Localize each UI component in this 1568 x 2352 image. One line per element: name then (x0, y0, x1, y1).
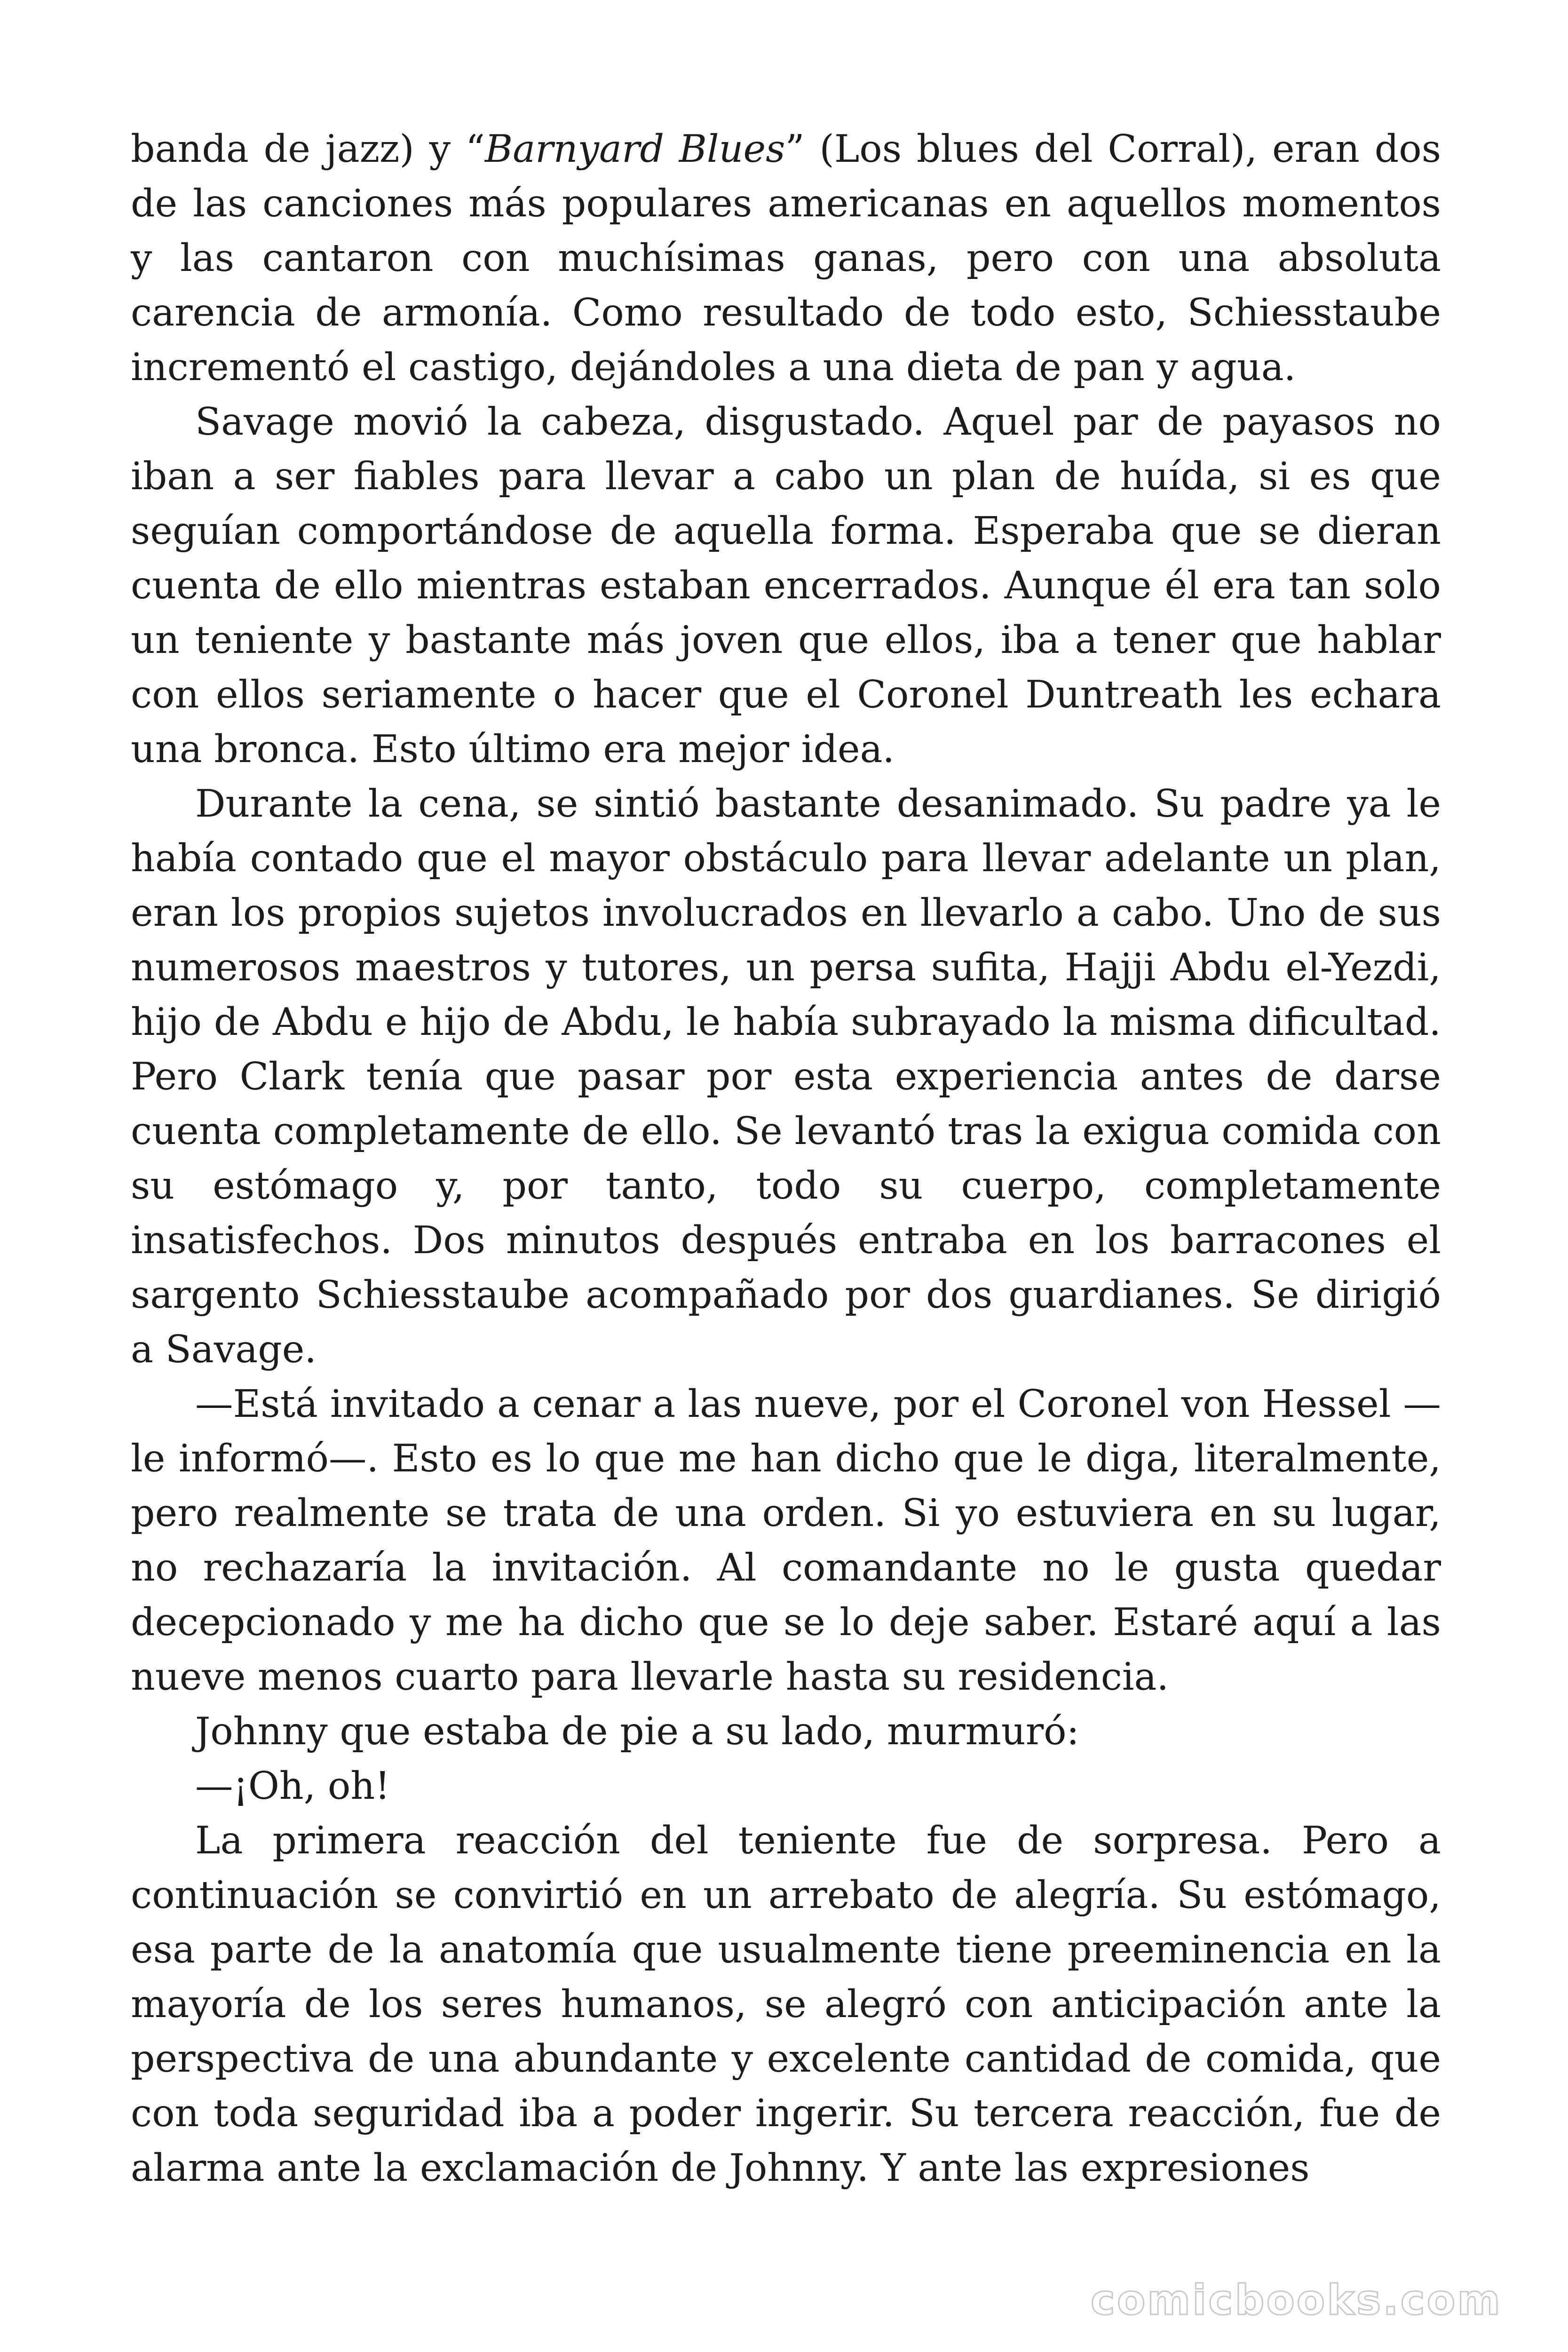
paragraph-2: Savage movió la cabeza, disgustado. Aquel par de payasos no iban a ser fiables para llevar a cabo un plan de huída, si es que seguían comportándose de aquella forma. Esperaba que se dieran cuenta de ello mientras estaban encerrados. Aunque él era tan solo un teniente y bastante más joven que ellos, iba a tener que hablar con ellos seriamente o hacer que el Coronel Duntreath les echara una bronca. Esto último era mejor idea. (131, 399, 1441, 771)
paragraph-6: —¡Oh, oh! (195, 1764, 390, 1808)
paragraph-4: —Está invitado a cenar a las nueve, por el Coronel von Hessel —le informó—. Esto es lo que me han dicho que le diga, literalmente, pero realmente se trata de una orden. Si yo estuviera en su lugar, no rechazaría la invitación. Al comandante no le gusta quedar decepcionado y me ha dicho que se lo deje saber. Estaré aquí a las nueve menos cuarto para llevarle hasta su residencia. (131, 1382, 1441, 1699)
paragraph-5: Johnny que estaba de pie a su lado, murmuró: (195, 1709, 1079, 1753)
watermark-logo: comicbooks.com (1090, 2276, 1502, 2324)
song-title-italic: Barnyard Blues (485, 127, 785, 171)
paragraph-1 (131, 121, 1441, 394)
paragraph-1-start: banda de jazz) y “ (131, 127, 485, 171)
book-page-text (131, 121, 1441, 2195)
paragraph-1-rest: ” (Los blues del Corral), eran dos de las canciones más populares americanas en aquellos momentos y las cantaron con muchísimas ganas, pero con una absoluta carencia de armonía. Como resultado de todo esto, Schiesstaube incrementó el castigo, dejándoles a una dieta de pan y agua. (131, 127, 1441, 389)
paragraph-7: La primera reacción del teniente fue de sorpresa. Pero a continuación se convirtió en un arrebato de alegría. Su estómago, esa parte de la anatomía que usualmente tiene preeminencia en la mayoría de los seres humanos, se alegró con anticipación ante la perspectiva de una abundante y excelente cantidad de comida, que con toda seguridad iba a poder ingerir. Su tercera reacción, fue de alarma ante la exclamación de Johnny. Y ante las expresiones (131, 1818, 1441, 2190)
paragraph-3: Durante la cena, se sintió bastante desanimado. Su padre ya le había contado que el mayor obstáculo para llevar adelante un plan, eran los propios sujetos involucrados en llevarlo a cabo. Uno de sus numerosos maestros y tutores, un persa sufita, Hajji Abdu el-Yezdi, hijo de Abdu e hijo de Abdu, le había subrayado la misma dificultad. Pero Clark tenía que pasar por esta experiencia antes de darse cuenta completamente de ello. Se levantó tras la exigua comida con su estómago y, por tanto, todo su cuerpo, completamente insatisfechos. Dos minutos después entraba en los barracones el sargento Schiesstaube acompañado por dos guardianes. Se dirigió a Savage. (131, 781, 1441, 1371)
